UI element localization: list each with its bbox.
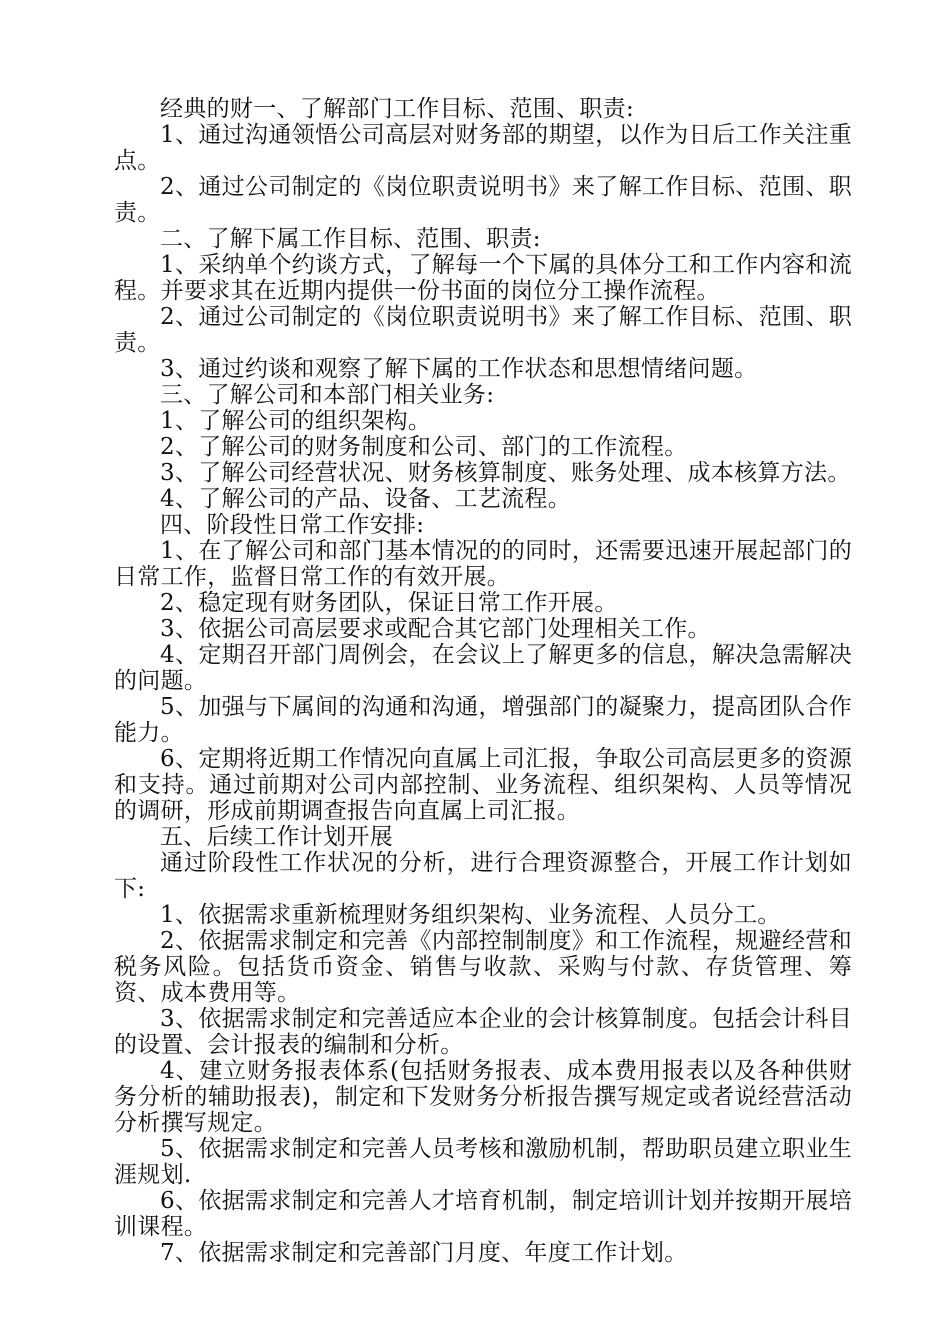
paragraph-5-7: 7、依据需求制定和完善部门月度、年度工作计划。 bbox=[160, 1240, 688, 1266]
paragraph-4-5: 5、加强与下属间的沟通和沟通，增强部门的凝聚力，提高团队合作能力。 bbox=[114, 694, 852, 746]
paragraph-3-4: 4、了解公司的产品、设备、工艺流程。 bbox=[160, 486, 572, 512]
paragraph-5-intro: 通过阶段性工作状况的分析，进行合理资源整合，开展工作计划如下: bbox=[114, 850, 852, 902]
paragraph-4-4: 4、定期召开部门周例会，在会议上了解更多的信息，解决急需解决的问题。 bbox=[114, 642, 852, 694]
heading-2: 二、了解下属工作目标、范围、职责: bbox=[160, 226, 541, 252]
paragraph-1-2: 2、通过公司制定的《岗位职责说明书》来了解工作目标、范围、职责。 bbox=[114, 174, 852, 226]
paragraph-5-1: 1、依据需求重新梳理财务组织架构、业务流程、人员分工。 bbox=[160, 902, 781, 928]
paragraph-2-1: 1、采纳单个约谈方式，了解每一个下属的具体分工和工作内容和流程。并要求其在近期内提供一份书面的岗位分工操作流程。 bbox=[114, 252, 852, 304]
paragraph-4-6: 6、定期将近期工作情况向直属上司汇报，争取公司高层更多的资源和支持。通过前期对公司内部控制、业务流程、组织架构、人员等情况的调研，形成前期调查报告向直属上司汇报。 bbox=[114, 746, 852, 824]
paragraph-5-6: 6、依据需求制定和完善人才培育机制，制定培训计划并按期开展培训课程。 bbox=[114, 1188, 852, 1240]
paragraph-5-5: 5、依据需求制定和完善人员考核和激励机制，帮助职员建立职业生涯规划. bbox=[114, 1136, 852, 1188]
paragraph-5-3: 3、依据需求制定和完善适应本企业的会计核算制度。包括会计科目的设置、会计报表的编制和分析。 bbox=[114, 1006, 852, 1058]
heading-4: 四、阶段性日常工作安排: bbox=[160, 512, 425, 538]
paragraph-1-1: 1、通过沟通领悟公司高层对财务部的期望，以作为日后工作关注重点。 bbox=[114, 122, 852, 174]
heading-3: 三、了解公司和本部门相关业务: bbox=[160, 382, 495, 408]
paragraph-5-4: 4、建立财务报表体系(包括财务报表、成本费用报表以及各种供财务分析的辅助报表)，制定和下发财务分析报告撰写规定或者说经营活动分析撰写规定。 bbox=[114, 1058, 852, 1136]
paragraph-3-3: 3、了解公司经营状况、财务核算制度、账务处理、成本核算方法。 bbox=[160, 460, 851, 486]
paragraph-2-2: 2、通过公司制定的《岗位职责说明书》来了解工作目标、范围、职责。 bbox=[114, 304, 852, 356]
paragraph-4-2: 2、稳定现有财务团队，保证日常工作开展。 bbox=[160, 590, 618, 616]
heading-5: 五、后续工作计划开展 bbox=[160, 824, 393, 850]
paragraph-3-1: 1、了解公司的组织架构。 bbox=[160, 408, 432, 434]
paragraph-4-3: 3、依据公司高层要求或配合其它部门处理相关工作。 bbox=[160, 616, 711, 642]
paragraph-5-2: 2、依据需求制定和完善《内部控制制度》和工作流程，规避经营和税务风险。包括货币资金、销售与收款、采购与付款、存货管理、筹资、成本费用等。 bbox=[114, 928, 852, 1006]
paragraph-3-2: 2、了解公司的财务制度和公司、部门的工作流程。 bbox=[160, 434, 688, 460]
heading-1: 经典的财一、了解部门工作目标、范围、职责: bbox=[160, 96, 635, 122]
paragraph-2-3: 3、通过约谈和观察了解下属的工作状态和思想情绪问题。 bbox=[160, 356, 758, 382]
paragraph-4-1: 1、在了解公司和部门基本情况的的同时，还需要迅速开展起部门的日常工作，监督日常工作的有效开展。 bbox=[114, 538, 852, 590]
document-body bbox=[114, 96, 852, 1266]
